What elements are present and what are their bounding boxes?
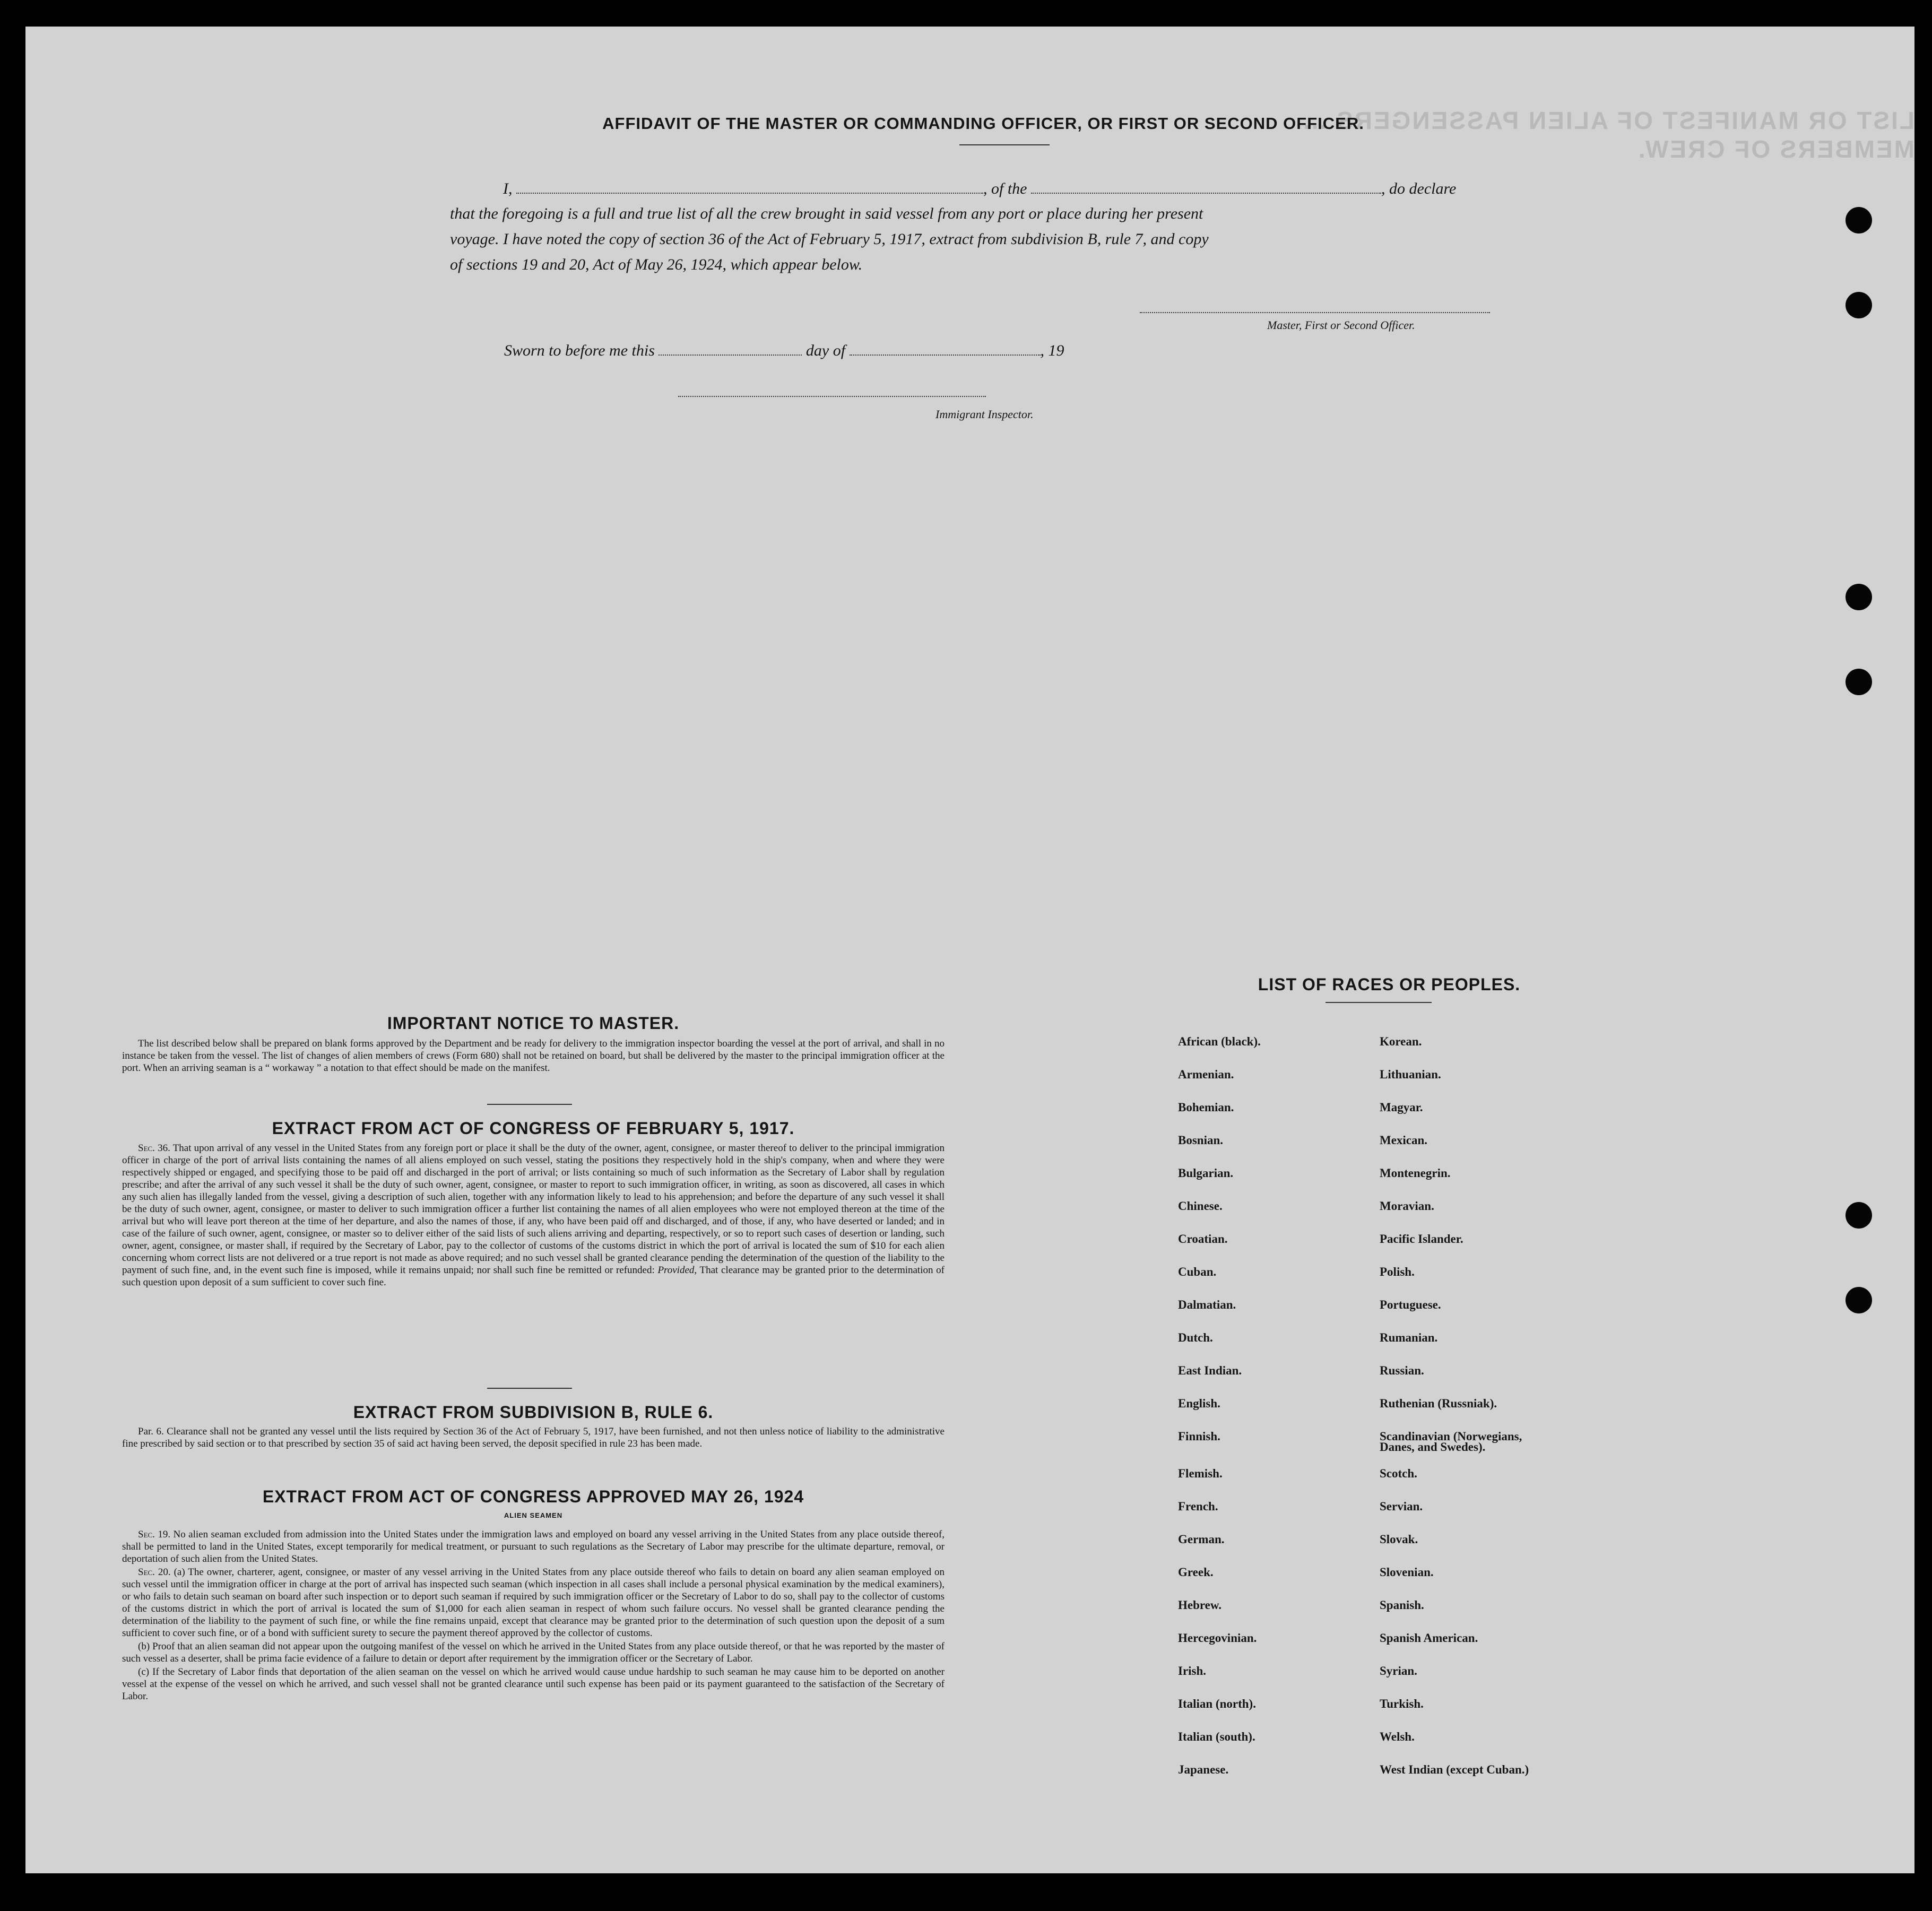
sworn-prefix: Sworn to before me this [504,342,655,359]
race-scandinavian-continued: Danes, and Swedes). [1380,1440,1486,1454]
affidavit-title-rule [959,144,1050,145]
race-item: Croatian. [1178,1232,1228,1246]
race-item: Finnish. [1178,1430,1220,1443]
race-item: Dutch. [1178,1331,1213,1344]
race-item: French. [1178,1500,1218,1513]
sec-20-label: Sec. 20. [138,1567,171,1578]
race-item: Korean. [1380,1035,1422,1048]
race-item: Flemish. [1178,1467,1223,1480]
affidavit-line-2: that the foregoing is a full and true list of all the crew brought in said vessel from any port or place during her present [450,205,1203,222]
race-item: Armenian. [1178,1068,1234,1081]
race-item: Ruthenian (Russniak). [1380,1397,1497,1410]
race-item: Cuban. [1178,1265,1217,1278]
sworn-day-label: day of [805,342,846,359]
race-item: Japanese. [1178,1763,1229,1776]
race-item: Spanish American. [1380,1631,1478,1645]
race-item: Syrian. [1380,1664,1417,1677]
race-item: Lithuanian. [1380,1068,1441,1081]
notice-rule [487,1104,572,1105]
race-item: English. [1178,1397,1220,1410]
inspector-signature-field[interactable] [678,381,986,397]
race-item: West Indian (except Cuban.) [1380,1763,1529,1776]
races-title: LIST OF RACES OR PEOPLES. [1258,975,1521,994]
extract-1917-rule [487,1388,572,1389]
race-item: Bulgarian. [1178,1166,1234,1180]
race-item: Mexican. [1380,1134,1428,1147]
race-item: African (black). [1178,1035,1261,1048]
document-page [25,27,1914,1873]
punch-hole-5 [1846,1202,1872,1229]
race-item: Hebrew. [1178,1598,1221,1612]
sec-20b-text: (b) Proof that an alien seaman did not appear upon the outgoing manifest of the vessel on which he arrived in the United States from any place outside thereof, or that he was reported by the master of such vessel as a deserter, shall be prima facie evidence of a failure to detain or deport after requirement by the immigration officer or the Secretary of Labor. [122,1641,945,1664]
race-item: Hercegovinian. [1178,1631,1257,1645]
affidavit-do-declare: , do declare [1381,180,1457,197]
affidavit-line-3: voyage. I have noted the copy of section 36 of the Act of February 5, 1917, extract from subdivision B, rule 7, and copy [450,230,1209,248]
race-item: Portuguese. [1380,1298,1441,1311]
race-item: Montenegrin. [1380,1166,1451,1180]
races-title-rule [1325,1002,1432,1003]
subdivision-paragraph: Par. 6. Clearance shall not be granted any vessel until the lists required by Section 36 of the Act of February 5, 1917, have been furnished, and not then unless notice of liability to the administrative fine prescribed by said section or to that prescribed by section 35 of said act having been served, the deposit specified in rule 23 has been made. [122,1426,945,1449]
extract-1924-text [122,1528,945,1704]
affidavit-declaration-line [503,178,1456,198]
affidavit-i: I, [503,180,513,197]
race-item: Dalmatian. [1178,1298,1236,1311]
race-item: Italian (south). [1178,1730,1255,1743]
race-item: Pacific Islander. [1380,1232,1463,1246]
race-item: Bosnian. [1178,1134,1224,1147]
punch-hole-2 [1846,292,1872,318]
sec-20a-text: (a) The owner, charterer, agent, consignee, or master of any vessel arriving in the United States from any place outside thereof who fails to detain on board any alien seaman employed on such vessel until the immigration officer in charge at the port of arrival has inspected such seaman (which inspection in all cases shall include a personal physical examination by the medical examiners), or who fails to detain such seaman on board after such inspection or to deport such seaman if required by such immigration officer or the Secretary of Labor to do so, shall pay to the collector of customs of the customs district in which the port of arrival is located the sum of $1,000 for each alien seaman in respect of whom such failure occurs. No vessel shall be granted clearance pending the determination of the liability to the payment of such fine, or while the fine remains unpaid, except that clearance may be granted prior to the determination of such question upon the deposit of a sum sufficient to cover such fine, or of a bond with sufficient surety to secure the payment thereof approved by the collector of customs. [122,1567,945,1639]
punch-hole-1 [1846,207,1872,234]
race-item: Moravian. [1380,1199,1434,1213]
sec-19-text: No alien seaman excluded from admission into the United States under the immigration laws and employed on board any vessel arriving in the United States from any place outside thereof, shall be permitted to land in the United States, except temporarily for medical treatment, or pursuant to such regulations as the Secretary of Labor may prescribe for the ultimate departure, removal, or deportation of such alien from the United States. [122,1529,945,1564]
affidavit-title: AFFIDAVIT OF THE MASTER OR COMMANDING OFFICER, OR FIRST OR SECOND OFFICER. [602,114,1364,133]
punch-hole-4 [1846,669,1872,695]
sworn-day-field[interactable] [659,340,802,356]
race-item: Scotch. [1380,1467,1417,1480]
race-item: German. [1178,1533,1225,1546]
race-item: Polish. [1380,1265,1415,1278]
race-item: Slovak. [1380,1533,1418,1546]
master-signature-field[interactable] [1140,297,1490,313]
notice-text [122,1037,945,1075]
race-item: Slovenian. [1380,1566,1434,1579]
inspector-caption: Immigrant Inspector. [935,408,1034,421]
affidavit-of-the: , of the [983,180,1027,197]
race-item: Magyar. [1380,1101,1423,1114]
race-item: Turkish. [1380,1697,1424,1710]
affidavit-line-4: of sections 19 and 20, Act of May 26, 1924, which appear below. [450,256,863,273]
notice-title: IMPORTANT NOTICE TO MASTER. [387,1014,680,1033]
notice-paragraph: The list described below shall be prepared on blank forms approved by the Department and be ready for delivery to the immigration inspector boarding the vessel at the port of arrival, and shall in no instance be taken from the vessel. The list of changes of alien members of crews (Form 680) shall not be retained on board, but shall be delivered by the master to the principal immigration officer at the port. When an arriving seaman is a “ workaway ” a notation to that effect should be made on the manifest. [122,1038,945,1074]
subdivision-title: EXTRACT FROM SUBDIVISION B, RULE 6. [353,1403,714,1422]
race-item: Russian. [1380,1364,1424,1377]
race-item: Welsh. [1380,1730,1415,1743]
bleedthrough-heading: LIST OR MANIFEST OF ALIEN PASSENGERS ... MEMBERS OF CREW. [1301,107,1914,163]
race-item: Rumanian. [1380,1331,1438,1344]
master-signature-caption: Master, First or Second Officer. [1267,318,1415,332]
declarant-name-field[interactable] [516,178,983,194]
race-item: Irish. [1178,1664,1207,1677]
race-item: East Indian. [1178,1364,1242,1377]
punch-hole-3 [1846,584,1872,610]
race-item: Greek. [1178,1566,1214,1579]
proviso-text: That clearance may be granted prior to the determination of such question upon deposit of a sum sufficient to cover such fine. [122,1265,945,1288]
extract-1924-title: EXTRACT FROM ACT OF CONGRESS APPROVED MAY 26, 1924 [262,1487,804,1506]
sec-19-label: Sec. 19. [138,1529,171,1540]
punch-hole-6 [1846,1287,1872,1313]
race-item: Bohemian. [1178,1101,1234,1114]
sworn-year-label: , 19 [1040,342,1064,359]
race-item: Chinese. [1178,1199,1223,1213]
race-item: Servian. [1380,1500,1423,1513]
alien-seamen-subtitle: ALIEN SEAMEN [504,1511,563,1519]
race-item: Italian (north). [1178,1697,1256,1710]
sec-36-text: That upon arrival of any vessel in the United States from any foreign port or place it shall be the duty of the owner, agent, consignee, or master thereof to deliver to the principal immigration officer in charge of the port of arrival lists containing the names of all aliens employed on such vessel, stating the positions they respectively hold in the ship's company, when and where they were respectively shipped or engaged, and specifying those to be paid off and discharged in the port of arrival; or lists containing so much of such information as the Secretary of Labor shall by regulation prescribe; and after the arrival of any such vessel it shall be the duty of such owner, agent, consignee, or master to report to such immigration officer, in writing, as soon as discovered, all cases in which any such alien has illegally landed from the vessel, giving a description of such alien, together with any information likely to lead to his apprehension; and before the departure of any such vessel it shall be the duty of such owner, agent, consignee, or master to deliver to such immigration officer a further list containing the names of all alien employees who were not employed thereon at the time of the arrival but who will leave port thereon at the time of her departure, and also the names of those, if any, who have been paid off and discharged, and of those, if any, who have deserted or landed; and in case of the failure of such owner, agent, consignee, or master so to deliver either of the said lists of such aliens arriving and departing, respectively, or so to report such cases of desertion or landing, such owner, agent, consignee, or master shall, if required by the Secretary of Labor, pay to the collector of customs of the customs district in which the port of arrival is located the sum of $10 for each alien concerning whom correct lists are not delivered or a true report is not made as above required; and no such vessel shall be granted clearance pending the determination of the question of the liability to the payment of such fine, and, in the event such fine is imposed, while it remains unpaid; nor shall such fine be remitted or refunded: [122,1143,945,1276]
extract-1917-title: EXTRACT FROM ACT OF CONGRESS OF FEBRUARY 5, 1917. [272,1119,795,1138]
proviso-label: Provided, [657,1265,697,1276]
sec-36-label: Sec. 36. [138,1143,170,1154]
subdivision-text [122,1425,945,1451]
race-item: Spanish. [1380,1598,1424,1612]
sworn-line [504,340,1064,360]
race-item: Scandinavian (Norwegians, [1380,1430,1522,1443]
sec-20c-text: (c) If the Secretary of Labor finds that deportation of the alien seaman on the vessel on which he arrived would cause undue hardship to such seaman he may cause him to be deported on another vessel at the expense of the vessel on which he arrived, and such vessel shall not be granted clearance until such expense has been paid or its payment guaranteed to the satisfaction of the Secretary of Labor. [122,1666,945,1702]
sworn-month-field[interactable] [850,340,1041,356]
vessel-name-field[interactable] [1031,178,1381,194]
extract-1917-text [122,1142,945,1290]
